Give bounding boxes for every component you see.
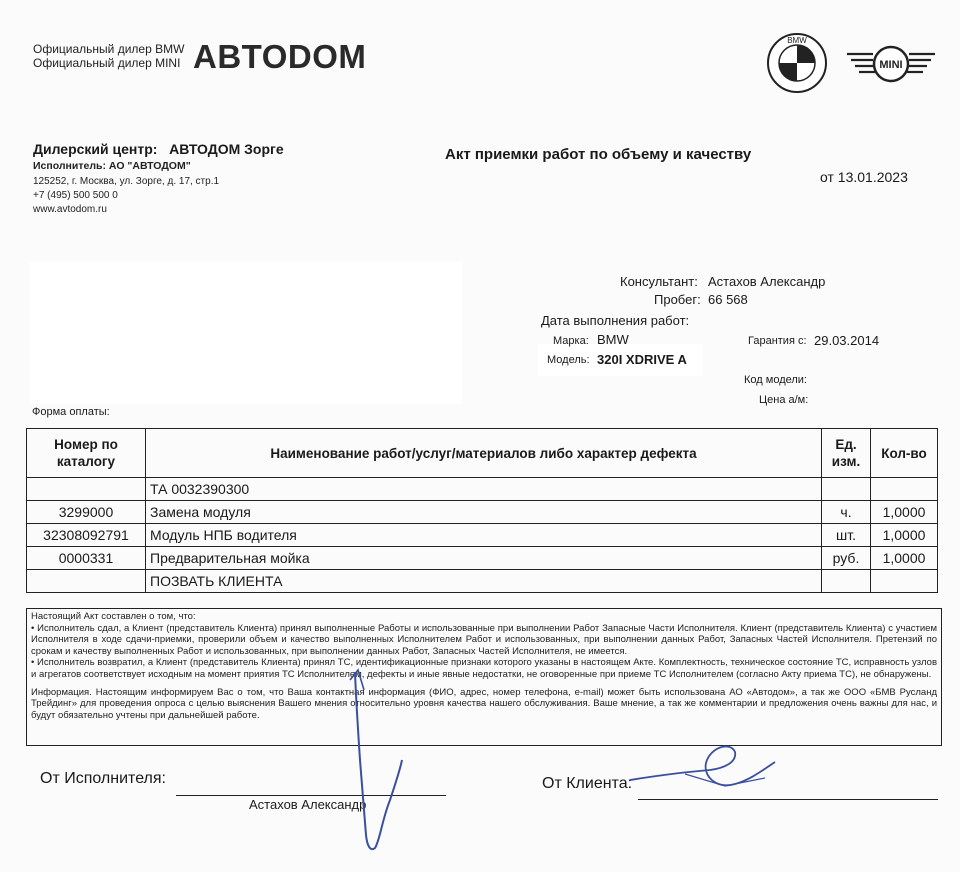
price-label: Цена а/м: (759, 394, 809, 406)
cell-catalog (27, 478, 146, 501)
table-row (27, 478, 938, 501)
cell-unit: руб. (822, 547, 871, 570)
document-title: Акт приемки работ по объему и качеству (445, 146, 752, 163)
brand-logo: ABTODOM (193, 38, 367, 75)
document-date: от 13.01.2023 (820, 169, 908, 185)
cell-name: ПОЗВАТЬ КЛИЕНТА (146, 570, 822, 593)
warranty-value: 29.03.2014 (814, 333, 880, 348)
terms-box (26, 608, 942, 746)
items-table (26, 428, 938, 593)
model-label: Модель: (547, 354, 590, 366)
cell-name: Модуль НПБ водителя (146, 524, 822, 547)
header-unit: Ед. изм. (822, 429, 871, 478)
cell-qty: 1,0000 (871, 501, 938, 524)
cell-unit: шт. (822, 524, 871, 547)
table-row (27, 570, 938, 593)
terms-paragraph-2: • Исполнитель возвратил, а Клиент (представитель Клиента) принял ТС, идентификационные признаки которого указаны в настоящем Акте. Комплектность, техническое состояние ТС, исправность узлов и агрегатов соответствует исходным на момент приятия ТС Исполнителем, дефекты и иные явные недостатки, не оговоренные при приеме ТС Исполнителем (согласно Акту приема ТС), не обнаружены. (31, 657, 937, 680)
executor-signature-label: От Исполнителя: (40, 770, 166, 787)
table-header-row (27, 429, 938, 478)
executor-handwritten-signature (320, 660, 440, 860)
mini-logo (845, 44, 937, 84)
redacted-area (30, 262, 462, 404)
cell-name: Замена модуля (146, 501, 822, 524)
header-catalog: Номер по каталогу (27, 429, 146, 478)
completion-date-label: Дата выполнения работ: (541, 313, 690, 328)
terms-paragraph-1: • Исполнитель сдал, а Клиент (представитель Клиента) принял выполненные Работы и использованные при выполнении Работ Запасные Части Исполнителя. Клиент (представитель Клиента) с участием Исполнителя в ходе сдачи-приемки, проверили объем и качество выполненных Исполнителем Работ и использованных, при выполнении данных Работ, Запасных Частей Исполнителя. Претензий по срокам и качеству выполненных Работ и использованных, при выполнении данных Работ, Запасных Частей Исполнителя, не имеется. (31, 622, 937, 657)
dealer-center-name: АВТОДОМ Зорге (169, 141, 284, 157)
consultant-label: Консультант: (620, 274, 698, 289)
cell-unit: ч. (822, 501, 871, 524)
cell-qty (871, 478, 938, 501)
bmw-logo (766, 32, 828, 94)
bmw-logo-letters: BMW (787, 36, 807, 45)
table-row (27, 501, 938, 524)
cell-unit (822, 478, 871, 501)
dealer-center (33, 141, 284, 157)
cell-qty (871, 570, 938, 593)
terms-info-paragraph: Информация. Настоящим информируем Вас о том, что Ваша контактная информация (ФИО, адрес, номер телефона, e-mail) может быть использована АО «Автодом», а так же ООО «БМВ Русланд Трейдинг» для проведения опроса с целью выяснения Вашего мнения относительно уровня качества нашего обслуживания. Ваше мнение, а так же комментарии и предложения очень важны для нас, и будут обязательно учтены при дальнейшей работе. (31, 686, 937, 721)
cell-catalog: 0000331 (27, 547, 146, 570)
warranty-label: Гарантия с: (748, 335, 807, 347)
model-code-label: Код модели: (744, 374, 807, 386)
mileage-label: Пробег: (654, 292, 701, 307)
header-qty: Кол-во (871, 429, 938, 478)
cell-catalog: 32308092791 (27, 524, 146, 547)
client-signature-label: От Клиента: (542, 775, 633, 792)
cell-catalog: 3299000 (27, 501, 146, 524)
cell-name: Предварительная мойка (146, 547, 822, 570)
mileage-value: 66 568 (708, 292, 748, 307)
model-value: 320I XDRIVE A (597, 352, 687, 367)
dealer-bmw-text: Официальный дилер BMW (33, 42, 185, 56)
client-handwritten-signature (625, 740, 785, 800)
header-name: Наименование работ/услуг/материалов либо характер дефекта (146, 429, 822, 478)
dealer-mini-text: Официальный дилер MINI (33, 56, 181, 70)
executor-signature-name: Астахов Александр (249, 797, 367, 812)
make-value: BMW (597, 332, 629, 347)
dealer-website: www.avtodom.ru (33, 204, 107, 215)
dealer-address: 125252, г. Москва, ул. Зорге, д. 17, стр.1 (33, 176, 220, 187)
cell-qty: 1,0000 (871, 524, 938, 547)
table-row (27, 524, 938, 547)
executor-text: Исполнитель: АО "АВТОДОМ" (33, 160, 191, 172)
payment-label: Форма оплаты: (32, 406, 110, 418)
terms-intro: Настоящий Акт составлен о том, что: (31, 611, 196, 622)
cell-name: ТА 0032390300 (146, 478, 822, 501)
consultant-value: Астахов Александр (708, 274, 826, 289)
make-label: Марка: (553, 335, 589, 347)
table-row (27, 547, 938, 570)
cell-unit (822, 570, 871, 593)
dealer-phone: +7 (495) 500 500 0 (33, 190, 118, 201)
dealer-center-label: Дилерский центр: (33, 141, 158, 157)
mini-logo-text: MINI (879, 59, 903, 71)
cell-qty: 1,0000 (871, 547, 938, 570)
cell-catalog (27, 570, 146, 593)
